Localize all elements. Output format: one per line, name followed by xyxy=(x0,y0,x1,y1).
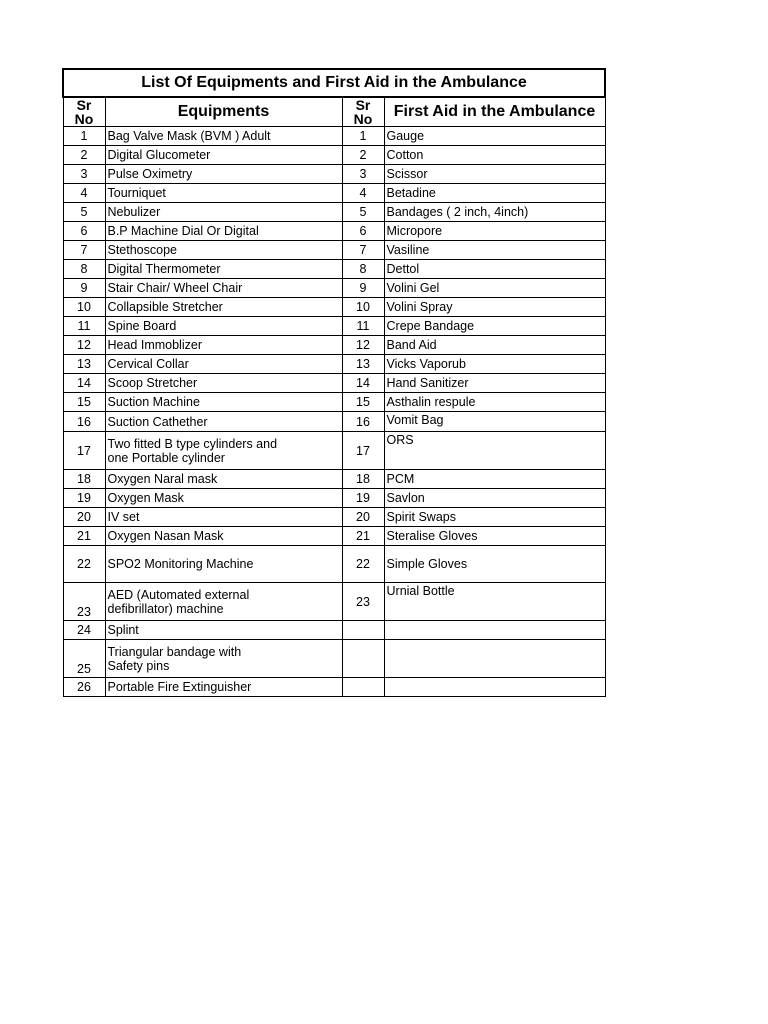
first-aid-item: Steralise Gloves xyxy=(384,527,605,546)
table-row xyxy=(63,508,605,527)
equipment-name: Suction Machine xyxy=(105,393,342,412)
equipment-name: Digital Thermometer xyxy=(105,260,342,279)
first-aid-item: Spirit Swaps xyxy=(384,508,605,527)
table-row xyxy=(63,336,605,355)
first-aid-item: Micropore xyxy=(384,222,605,241)
equipment-name: Splint xyxy=(105,621,342,640)
table-row xyxy=(63,165,605,184)
equipment-sr-no: 12 xyxy=(63,336,105,355)
equipment-name: Portable Fire Extinguisher xyxy=(105,678,342,697)
first-aid-item: Savlon xyxy=(384,489,605,508)
equipment-name: Oxygen Naral mask xyxy=(105,470,342,489)
first-aid-item: Asthalin respule xyxy=(384,393,605,412)
equipment-sr-no: 20 xyxy=(63,508,105,527)
first-aid-sr-no: 5 xyxy=(342,203,384,222)
first-aid-item: Cotton xyxy=(384,146,605,165)
first-aid-sr-no: 20 xyxy=(342,508,384,527)
equipment-name: Triangular bandage with Safety pins xyxy=(105,640,342,678)
first-aid-item xyxy=(384,678,605,697)
first-aid-item: ORS xyxy=(384,432,605,470)
header-sr-no-left: Sr No xyxy=(63,97,105,127)
equipment-name: Suction Cathether xyxy=(105,412,342,432)
table-row xyxy=(63,279,605,298)
table-row xyxy=(63,184,605,203)
first-aid-item xyxy=(384,621,605,640)
table-row xyxy=(63,640,605,678)
first-aid-item: Volini Gel xyxy=(384,279,605,298)
first-aid-item: Gauge xyxy=(384,127,605,146)
table-row xyxy=(63,432,605,470)
first-aid-sr-no xyxy=(342,621,384,640)
first-aid-sr-no: 21 xyxy=(342,527,384,546)
first-aid-item: Betadine xyxy=(384,184,605,203)
table-row xyxy=(63,298,605,317)
equipment-sr-no: 19 xyxy=(63,489,105,508)
equipment-name: Pulse Oximetry xyxy=(105,165,342,184)
equipment-name: Stair Chair/ Wheel Chair xyxy=(105,279,342,298)
first-aid-item: Dettol xyxy=(384,260,605,279)
equipment-name: Tourniquet xyxy=(105,184,342,203)
first-aid-item: Bandages ( 2 inch, 4inch) xyxy=(384,203,605,222)
first-aid-sr-no: 23 xyxy=(342,583,384,621)
header-equipments: Equipments xyxy=(105,97,342,127)
first-aid-item: Crepe Bandage xyxy=(384,317,605,336)
equipment-name: Digital Glucometer xyxy=(105,146,342,165)
first-aid-sr-no: 22 xyxy=(342,546,384,583)
first-aid-item: Vicks Vaporub xyxy=(384,355,605,374)
equipment-name: Bag Valve Mask (BVM ) Adult xyxy=(105,127,342,146)
first-aid-sr-no: 12 xyxy=(342,336,384,355)
equipment-name: Head Immoblizer xyxy=(105,336,342,355)
table-row xyxy=(63,546,605,583)
first-aid-item: Volini Spray xyxy=(384,298,605,317)
table-row xyxy=(63,317,605,336)
equipment-sr-no: 11 xyxy=(63,317,105,336)
header-first-aid: First Aid in the Ambulance xyxy=(384,97,605,127)
equipment-sr-no: 8 xyxy=(63,260,105,279)
equipment-sr-no: 1 xyxy=(63,127,105,146)
equipment-sr-no: 26 xyxy=(63,678,105,697)
equipment-sr-no: 4 xyxy=(63,184,105,203)
first-aid-sr-no: 18 xyxy=(342,470,384,489)
first-aid-sr-no xyxy=(342,640,384,678)
equipment-name: AED (Automated external defibrillator) machine xyxy=(105,583,342,621)
header-row xyxy=(63,97,605,127)
first-aid-sr-no xyxy=(342,678,384,697)
table-row xyxy=(63,489,605,508)
table-row xyxy=(63,470,605,489)
first-aid-sr-no: 1 xyxy=(342,127,384,146)
table-row xyxy=(63,146,605,165)
table-row xyxy=(63,374,605,393)
equipment-sr-no: 15 xyxy=(63,393,105,412)
first-aid-item: Simple Gloves xyxy=(384,546,605,583)
table-row xyxy=(63,127,605,146)
equipment-sr-no: 6 xyxy=(63,222,105,241)
equipment-sr-no: 9 xyxy=(63,279,105,298)
equipment-sr-no: 14 xyxy=(63,374,105,393)
table-row xyxy=(63,355,605,374)
equipment-name: B.P Machine Dial Or Digital xyxy=(105,222,342,241)
equipment-name: Cervical Collar xyxy=(105,355,342,374)
first-aid-sr-no: 7 xyxy=(342,241,384,260)
equipment-sr-no: 22 xyxy=(63,546,105,583)
first-aid-sr-no: 15 xyxy=(342,393,384,412)
equipment-sr-no: 16 xyxy=(63,412,105,432)
equipment-name: Spine Board xyxy=(105,317,342,336)
equipment-sr-no: 24 xyxy=(63,621,105,640)
table-title: List Of Equipments and First Aid in the Ambulance xyxy=(63,69,605,97)
equipment-sr-no: 3 xyxy=(63,165,105,184)
table-row xyxy=(63,241,605,260)
equipment-sr-no: 23 xyxy=(63,583,105,621)
table-row xyxy=(63,621,605,640)
first-aid-item: Vasiline xyxy=(384,241,605,260)
equipment-sr-no: 13 xyxy=(63,355,105,374)
first-aid-sr-no: 17 xyxy=(342,432,384,470)
equipment-name: Two fitted B type cylinders and one Portable cylinder xyxy=(105,432,342,470)
header-sr-no-right: Sr No xyxy=(342,97,384,127)
equipment-sr-no: 7 xyxy=(63,241,105,260)
table-body xyxy=(63,127,605,697)
first-aid-item: Vomit Bag xyxy=(384,412,605,432)
equipment-name: Oxygen Nasan Mask xyxy=(105,527,342,546)
equipment-name: Scoop Stretcher xyxy=(105,374,342,393)
first-aid-sr-no: 2 xyxy=(342,146,384,165)
equipment-table xyxy=(62,68,606,697)
first-aid-sr-no: 8 xyxy=(342,260,384,279)
table-row xyxy=(63,678,605,697)
first-aid-sr-no: 10 xyxy=(342,298,384,317)
table-row xyxy=(63,260,605,279)
first-aid-sr-no: 16 xyxy=(342,412,384,432)
equipment-name: IV set xyxy=(105,508,342,527)
first-aid-item: Scissor xyxy=(384,165,605,184)
equipment-name: Collapsible Stretcher xyxy=(105,298,342,317)
equipment-sr-no: 18 xyxy=(63,470,105,489)
first-aid-sr-no: 4 xyxy=(342,184,384,203)
equipment-sr-no: 17 xyxy=(63,432,105,470)
first-aid-item: Band Aid xyxy=(384,336,605,355)
equipment-sr-no: 21 xyxy=(63,527,105,546)
table-row xyxy=(63,527,605,546)
equipment-sr-no: 25 xyxy=(63,640,105,678)
equipment-name: Oxygen Mask xyxy=(105,489,342,508)
first-aid-item: Urnial Bottle xyxy=(384,583,605,621)
first-aid-sr-no: 3 xyxy=(342,165,384,184)
equipment-name: Stethoscope xyxy=(105,241,342,260)
equipment-sr-no: 5 xyxy=(63,203,105,222)
equipment-name: Nebulizer xyxy=(105,203,342,222)
equipment-sr-no: 10 xyxy=(63,298,105,317)
equipment-name: SPO2 Monitoring Machine xyxy=(105,546,342,583)
first-aid-sr-no: 14 xyxy=(342,374,384,393)
table-row xyxy=(63,412,605,432)
title-row xyxy=(63,69,605,97)
first-aid-sr-no: 6 xyxy=(342,222,384,241)
first-aid-sr-no: 19 xyxy=(342,489,384,508)
first-aid-item: Hand Sanitizer xyxy=(384,374,605,393)
table-row xyxy=(63,583,605,621)
table-row xyxy=(63,393,605,412)
table-row xyxy=(63,203,605,222)
first-aid-sr-no: 11 xyxy=(342,317,384,336)
first-aid-item: PCM xyxy=(384,470,605,489)
table-row xyxy=(63,222,605,241)
first-aid-item xyxy=(384,640,605,678)
first-aid-sr-no: 13 xyxy=(342,355,384,374)
first-aid-sr-no: 9 xyxy=(342,279,384,298)
equipment-sr-no: 2 xyxy=(63,146,105,165)
